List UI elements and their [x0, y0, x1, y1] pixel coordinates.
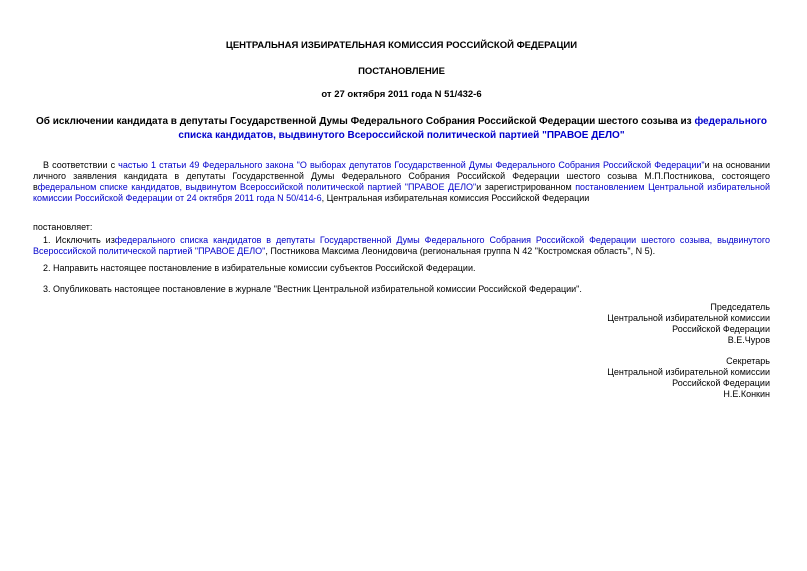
text-segment: 2. Направить настоящее постановление в избирательные комиссии субъектов Российской Федерации. [43, 263, 476, 273]
document-link[interactable]: федеральном списке кандидатов, выдвинутом Всероссийской политической партией "ПРАВОЕ ДЕЛО" [37, 182, 477, 192]
signature-org-line: Российской Федерации [672, 324, 770, 334]
text-segment: Об исключении кандидата в депутаты Государственной Думы Федерального Собрания Российской Федерации шестого созыва из [35, 116, 695, 127]
text-segment: и зарегистрированном [476, 182, 576, 192]
document-link[interactable]: федерального списка кандидатов, выдвинутого Всероссийской политической партией "ПРАВОЕ ДЕЛО" [178, 116, 767, 141]
document-link[interactable]: частью 1 статьи 49 Федерального закона "О выборах депутатов Государственной Думы Федерального Собрания Российской Федерации" [118, 160, 705, 170]
document-link[interactable]: федерального списка кандидатов в депутаты Государственной Думы Федерального Собрания Российской Федерации шестого созыва, выдвинутого Всероссийской политической партией "ПРАВОЕ ДЕЛО" [33, 235, 770, 256]
signature-role: Председатель [710, 302, 770, 312]
resolution-item-2 [33, 263, 770, 274]
document-link[interactable]: постановлением Центральной избирательной комиссии Российской Федерации от 24 октября 2011 года N 50/414-6 [33, 182, 770, 203]
signature-role: Секретарь [726, 356, 770, 366]
document-date-number: от 27 октября 2011 года N 51/432-6 [321, 89, 482, 100]
document-type-label: ПОСТАНОВЛЕНИЕ [358, 66, 445, 77]
document-title [33, 115, 770, 143]
signature-org-line: Центральной избирательной комиссии [607, 367, 770, 377]
resolution-item-3 [33, 284, 770, 295]
signature-org-line: Российской Федерации [672, 378, 770, 388]
resolves-label: постановляет: [33, 222, 93, 232]
text-segment: 1. Исключить из [43, 235, 115, 245]
text-segment: и на основании личного заявления кандидата в депутаты Государственной Думы Федерального Собрания Российской Федерации шестого созыва М.П.Постникова, состоящего в [33, 160, 770, 192]
text-segment: , Центральная избирательная комиссия Российской Федерации [321, 193, 590, 203]
resolution-item-1 [33, 235, 770, 257]
text-segment: , Постникова Максима Леонидовича (региональная группа N 42 "Костромская область", N 5). [265, 246, 656, 256]
text-segment: В соответствии с [43, 160, 119, 170]
signature-name: Н.Е.Конкин [723, 389, 770, 399]
signature-block-chairman [33, 302, 770, 346]
signature-block-secretary [33, 356, 770, 400]
preamble-paragraph [33, 160, 770, 204]
organization-name: ЦЕНТРАЛЬНАЯ ИЗБИРАТЕЛЬНАЯ КОМИССИЯ РОССИЙСКОЙ ФЕДЕРАЦИИ [225, 40, 578, 51]
signature-name: В.Е.Чуров [727, 335, 770, 345]
signature-org-line: Центральной избирательной комиссии [607, 313, 770, 323]
text-segment: 3. Опубликовать настоящее постановление в журнале "Вестник Центральной избирательной комиссии Российской Федерации". [43, 284, 582, 294]
